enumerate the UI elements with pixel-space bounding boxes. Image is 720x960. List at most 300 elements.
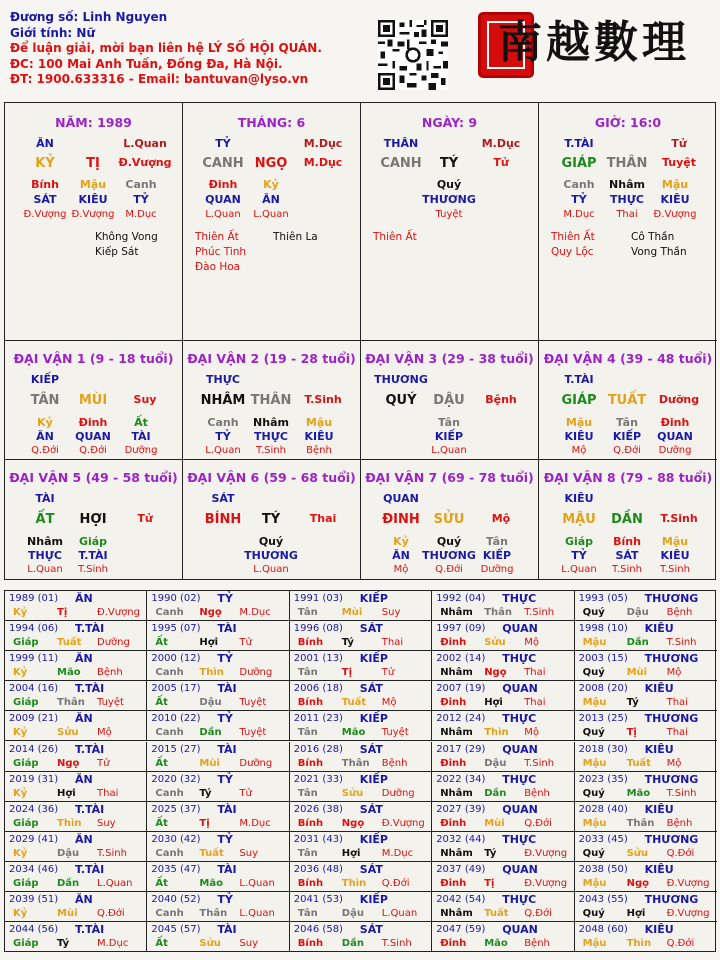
year-god: KIÊU bbox=[644, 923, 674, 937]
heavenly-stem: CANH bbox=[380, 156, 422, 171]
year-cell bbox=[5, 681, 147, 711]
year-label: 2024 (36) bbox=[9, 803, 59, 815]
year-stem: Ất bbox=[155, 817, 168, 829]
pillar-cell bbox=[539, 103, 717, 341]
year-branch: Sửu bbox=[199, 938, 221, 950]
year-god: THƯƠNG bbox=[644, 893, 699, 906]
year-branch: Mùi bbox=[341, 607, 363, 618]
ten-god: THỰC bbox=[254, 430, 288, 443]
dai-van-god: SÁT bbox=[211, 492, 235, 505]
year-life: Suy bbox=[239, 938, 258, 950]
year-branch: Mùi bbox=[199, 757, 220, 769]
year-stem: Kỷ bbox=[13, 607, 28, 618]
pillar-life-top: Tử bbox=[671, 137, 687, 150]
dai-van-cell bbox=[183, 341, 361, 460]
year-life: M.Dục bbox=[239, 817, 271, 829]
year-life: Thai bbox=[524, 697, 546, 709]
year-branch: Tý bbox=[484, 847, 497, 859]
year-life: Tuyệt bbox=[381, 727, 409, 739]
year-life: Dưỡng bbox=[381, 787, 415, 799]
year-cell bbox=[290, 862, 432, 892]
year-cell bbox=[5, 922, 147, 952]
year-life: T.Sinh bbox=[666, 637, 697, 649]
year-branch: Hợi bbox=[341, 847, 361, 859]
dai-van-cell bbox=[361, 341, 539, 460]
year-cell bbox=[5, 651, 147, 681]
dai-van-life: Tử bbox=[137, 512, 153, 525]
year-god: ĂN bbox=[75, 893, 93, 906]
hidden-stem: Nhâm bbox=[253, 416, 289, 429]
hidden-stem: Quý bbox=[258, 535, 284, 548]
year-label: 2048 (60) bbox=[578, 924, 628, 936]
year-life: Mộ bbox=[666, 757, 682, 769]
year-life: Đ.Vượng bbox=[666, 908, 710, 919]
year-stem: Nhâm bbox=[440, 727, 473, 739]
dai-van-god: QUAN bbox=[383, 492, 419, 505]
dai-van-header: ĐẠI VẬN 8 (79 - 88 tuổi) bbox=[543, 470, 713, 485]
year-god: THƯƠNG bbox=[644, 832, 699, 846]
year-cell bbox=[147, 591, 289, 621]
year-branch: Hợi bbox=[199, 637, 219, 649]
year-cell bbox=[5, 711, 147, 741]
year-life: Bệnh bbox=[666, 817, 693, 829]
year-label: 1996 (08) bbox=[293, 623, 343, 635]
year-cell bbox=[147, 651, 289, 681]
year-cell bbox=[5, 591, 147, 621]
year-cell bbox=[432, 621, 574, 651]
dai-van-header: ĐẠI VẬN 4 (39 - 48 tuổi) bbox=[543, 351, 713, 366]
year-god: THƯƠNG bbox=[644, 772, 699, 786]
year-cell bbox=[290, 621, 432, 651]
year-label: 2008 (20) bbox=[578, 683, 628, 695]
year-cell bbox=[290, 892, 432, 922]
year-god: TỶ bbox=[217, 712, 233, 726]
year-stem: Ất bbox=[155, 757, 168, 769]
year-cell bbox=[575, 892, 717, 922]
year-label: 2006 (18) bbox=[293, 683, 343, 695]
hidden-stem: Tân bbox=[616, 416, 638, 429]
year-stem: Kỷ bbox=[13, 908, 28, 919]
star-right: Thiên La bbox=[273, 231, 318, 243]
dai-van-header: ĐẠI VẬN 1 (9 - 18 tuổi) bbox=[13, 351, 174, 366]
year-god: THỰC bbox=[502, 652, 537, 666]
year-label: 2033 (45) bbox=[578, 833, 628, 845]
life-stage: Mộ bbox=[393, 564, 409, 575]
hidden-stem: Quý bbox=[436, 535, 462, 548]
life-stage: Dưỡng bbox=[124, 445, 158, 456]
year-branch: Tuất bbox=[484, 908, 509, 919]
year-label: 2040 (52) bbox=[151, 894, 201, 905]
life-stage: T.Sinh bbox=[660, 564, 690, 575]
life-stage: Đ.Vượng bbox=[23, 209, 67, 220]
pillar-life-top: M.Dục bbox=[303, 137, 343, 150]
year-stem: Giáp bbox=[13, 877, 39, 889]
hidden-stem: Bính bbox=[31, 178, 59, 191]
year-cell bbox=[432, 832, 574, 862]
year-god: T.TÀI bbox=[75, 802, 105, 816]
year-stem: Bính bbox=[297, 817, 324, 829]
year-label: 2009 (21) bbox=[9, 713, 59, 725]
life-stage: Mộ bbox=[571, 445, 587, 456]
year-stem: Giáp bbox=[13, 697, 39, 709]
year-branch: Mão bbox=[57, 667, 81, 679]
earthly-branch: TÝ bbox=[439, 156, 459, 171]
year-stem: Giáp bbox=[13, 757, 39, 769]
earthly-branch: THÂN bbox=[606, 156, 648, 171]
pillar-cell bbox=[5, 103, 183, 341]
heavenly-stem: GIÁP bbox=[561, 156, 597, 171]
year-cell bbox=[5, 802, 147, 832]
year-life: M.Dục bbox=[239, 607, 271, 618]
dai-van-pillar: SỬU bbox=[433, 512, 465, 527]
life-stage: Q.Đới bbox=[435, 564, 463, 575]
year-branch: Tị bbox=[626, 727, 637, 739]
dai-van-god: T.TÀI bbox=[564, 373, 594, 386]
gender-line: Giới tính: Nữ bbox=[10, 25, 95, 40]
year-stem: Kỷ bbox=[13, 727, 28, 739]
year-god: SÁT bbox=[359, 802, 383, 816]
year-branch: Tuất bbox=[199, 847, 224, 859]
year-cell bbox=[290, 772, 432, 802]
year-life: Q.Đới bbox=[381, 877, 410, 889]
year-label: 1994 (06) bbox=[9, 623, 59, 635]
year-stem: Quý bbox=[582, 607, 605, 618]
year-label: 2023 (35) bbox=[578, 773, 628, 785]
year-label: 2028 (40) bbox=[578, 803, 628, 815]
earthly-branch: TỊ bbox=[86, 156, 100, 171]
year-life: Q.Đới bbox=[97, 908, 125, 919]
life-stage: Tuyệt bbox=[435, 209, 463, 220]
year-god: KIẾP bbox=[359, 893, 388, 906]
ten-god: TỶ bbox=[571, 193, 587, 206]
year-stem: Tân bbox=[297, 727, 318, 739]
year-branch: Mùi bbox=[626, 667, 648, 679]
dai-van-pillar: QUÝ bbox=[385, 393, 417, 408]
year-label: 2013 (25) bbox=[578, 713, 628, 725]
year-stem: Ất bbox=[155, 637, 168, 649]
year-life: Thai bbox=[97, 787, 119, 799]
life-stage: L.Quan bbox=[561, 564, 597, 575]
pillar-god: THÂN bbox=[383, 137, 419, 150]
dai-van-header: ĐẠI VẬN 5 (49 - 58 tuổi) bbox=[9, 470, 178, 485]
year-branch: Thân bbox=[484, 607, 512, 618]
year-life: L.Quan bbox=[97, 877, 133, 889]
ten-god: ĂN bbox=[262, 193, 280, 206]
year-branch: Tuất bbox=[57, 637, 82, 649]
year-branch: Thìn bbox=[626, 938, 652, 950]
year-label: 2043 (55) bbox=[578, 894, 628, 905]
yearly-table bbox=[4, 590, 716, 952]
year-cell bbox=[147, 681, 289, 711]
year-label: 1992 (04) bbox=[436, 593, 486, 604]
year-life: Dưỡng bbox=[97, 637, 130, 649]
year-god: KIẾP bbox=[359, 592, 388, 605]
year-god: ĂN bbox=[75, 832, 93, 846]
year-life: T.Sinh bbox=[381, 938, 412, 950]
year-branch: Thìn bbox=[199, 667, 224, 679]
ten-god: TỶ bbox=[133, 193, 149, 206]
year-stem: Quý bbox=[582, 787, 605, 799]
year-label: 2015 (27) bbox=[151, 743, 201, 755]
pillar-life: Tử bbox=[493, 156, 509, 169]
life-stage: Thai bbox=[616, 209, 638, 220]
hidden-stem: Đinh bbox=[208, 178, 238, 191]
year-god: QUAN bbox=[502, 682, 538, 696]
ten-god: KIÊU bbox=[660, 193, 690, 206]
year-god: TÀI bbox=[217, 742, 237, 756]
ten-god: THƯƠNG bbox=[422, 549, 476, 562]
year-label: 2042 (54) bbox=[436, 894, 486, 905]
year-label: 2007 (19) bbox=[436, 683, 486, 695]
year-god: SÁT bbox=[359, 742, 383, 756]
year-life: T.Sinh bbox=[666, 787, 697, 799]
year-label: 1991 (03) bbox=[293, 593, 343, 604]
star-right: Vong Thần bbox=[631, 246, 687, 258]
life-stage: Bệnh bbox=[306, 445, 332, 456]
year-branch: Mão bbox=[199, 877, 223, 889]
year-stem: Tân bbox=[297, 667, 318, 679]
year-stem: Canh bbox=[155, 908, 184, 919]
year-cell bbox=[290, 651, 432, 681]
dai-van-life: Bệnh bbox=[485, 393, 517, 406]
qr-code-icon[interactable] bbox=[378, 20, 448, 90]
year-cell bbox=[290, 681, 432, 711]
year-cell bbox=[575, 772, 717, 802]
year-branch: Dậu bbox=[626, 607, 649, 618]
year-stem: Đinh bbox=[440, 817, 467, 829]
year-stem: Mậu bbox=[582, 877, 607, 889]
year-life: Đ.Vượng bbox=[381, 817, 425, 829]
dai-van-pillar: TÂN bbox=[30, 393, 60, 408]
hidden-stem: Canh bbox=[125, 178, 157, 191]
year-life: Thai bbox=[666, 697, 688, 709]
year-branch: Ngọ bbox=[626, 877, 649, 889]
ten-god: KIÊU bbox=[564, 430, 594, 443]
year-cell bbox=[575, 711, 717, 741]
year-god: KIÊU bbox=[644, 862, 674, 876]
dai-van-pillar: ĐINH bbox=[382, 512, 420, 527]
year-stem: Mậu bbox=[582, 757, 607, 769]
year-branch: Thân bbox=[199, 908, 228, 919]
dai-van-pillar: THÂN bbox=[250, 393, 292, 408]
life-stage: L.Quan bbox=[205, 209, 241, 220]
year-stem: Đinh bbox=[440, 697, 467, 709]
year-life: Đ.Vượng bbox=[524, 877, 568, 889]
pillar-life-top: M.Dục bbox=[481, 137, 521, 150]
year-life: Q.Đới bbox=[524, 908, 552, 919]
year-god: SÁT bbox=[359, 923, 383, 937]
year-god: TÀI bbox=[217, 862, 237, 876]
hidden-stem: Kỷ bbox=[393, 535, 409, 548]
year-cell bbox=[5, 862, 147, 892]
dai-van-god: KIẾP bbox=[30, 373, 60, 386]
year-life: T.Sinh bbox=[524, 757, 555, 769]
ten-god: KIẾP bbox=[612, 430, 642, 443]
year-label: 2012 (24) bbox=[436, 713, 486, 725]
year-life: Đ.Vượng bbox=[97, 607, 140, 618]
year-label: 2032 (44) bbox=[436, 833, 486, 845]
year-label: 2018 (30) bbox=[578, 743, 628, 755]
dai-van-god: THỰC bbox=[206, 373, 240, 386]
year-label: 1993 (05) bbox=[578, 593, 628, 604]
year-label: 2046 (58) bbox=[293, 924, 343, 936]
year-god: TỶ bbox=[217, 893, 233, 906]
life-stage: Đ.Vượng bbox=[71, 209, 115, 220]
year-label: 2030 (42) bbox=[151, 833, 201, 845]
pillar-life: Tuyệt bbox=[661, 156, 696, 169]
year-life: Bệnh bbox=[524, 787, 550, 799]
year-branch: Tị bbox=[199, 817, 210, 829]
dai-van-cell bbox=[183, 460, 361, 579]
year-branch: Tý bbox=[626, 697, 639, 709]
year-cell bbox=[290, 591, 432, 621]
year-cell bbox=[575, 922, 717, 952]
year-god: TỶ bbox=[217, 592, 233, 605]
star-right: Không Vong bbox=[95, 231, 158, 243]
year-god: THƯƠNG bbox=[644, 592, 699, 605]
year-stem: Tân bbox=[297, 908, 318, 919]
year-stem: Canh bbox=[155, 667, 184, 679]
life-stage: L.Quan bbox=[431, 445, 467, 456]
year-god: TỶ bbox=[217, 832, 233, 846]
year-cell bbox=[147, 772, 289, 802]
heavenly-stem: KỶ bbox=[35, 156, 55, 171]
hidden-stem: Kỷ bbox=[263, 178, 279, 191]
year-life: L.Quan bbox=[239, 877, 275, 889]
life-stage: T.Sinh bbox=[78, 564, 108, 575]
brand-title: 南越數理 bbox=[498, 17, 690, 68]
year-god: T.TÀI bbox=[75, 622, 105, 636]
year-cell bbox=[147, 832, 289, 862]
ten-god: KIÊU bbox=[304, 430, 334, 443]
year-branch: Sửu bbox=[341, 787, 364, 799]
year-life: Mộ bbox=[381, 697, 397, 709]
hidden-stem: Nhâm bbox=[27, 535, 63, 548]
year-branch: Ngọ bbox=[484, 667, 507, 679]
year-stem: Nhâm bbox=[440, 667, 473, 679]
life-stage: L.Quan bbox=[253, 564, 289, 575]
year-stem: Canh bbox=[155, 727, 184, 739]
pillar-god: ĂN bbox=[36, 137, 54, 150]
year-stem: Kỷ bbox=[13, 667, 28, 679]
year-branch: Dần bbox=[341, 938, 364, 950]
year-life: T.Sinh bbox=[524, 607, 555, 618]
year-branch: Thìn bbox=[341, 877, 367, 889]
dai-van-pillar: ẤT bbox=[35, 512, 55, 527]
ten-god: THƯƠNG bbox=[244, 549, 298, 562]
year-life: Q.Đới bbox=[666, 847, 695, 859]
year-label: 1997 (09) bbox=[436, 623, 486, 635]
year-stem: Kỷ bbox=[13, 787, 28, 799]
year-label: 2011 (23) bbox=[293, 713, 343, 725]
year-cell bbox=[147, 892, 289, 922]
year-label: 2001 (13) bbox=[293, 653, 343, 665]
year-stem: Ất bbox=[155, 697, 168, 709]
year-branch: Hợi bbox=[626, 908, 646, 919]
year-stem: Canh bbox=[155, 607, 184, 618]
year-branch: Ngọ bbox=[341, 817, 365, 829]
dai-van-pillar: TÝ bbox=[261, 512, 281, 527]
year-stem: Đinh bbox=[440, 637, 467, 649]
year-branch: Thân bbox=[626, 817, 655, 829]
year-cell bbox=[5, 772, 147, 802]
dai-van-life: T.Sinh bbox=[660, 512, 698, 525]
year-label: 1999 (11) bbox=[9, 653, 59, 665]
year-label: 2039 (51) bbox=[9, 894, 59, 905]
year-stem: Giáp bbox=[13, 817, 39, 829]
address-line: ĐC: 100 Mai Anh Tuấn, Đống Đa, Hà Nội. bbox=[10, 56, 283, 71]
hidden-stem: Giáp bbox=[564, 535, 594, 548]
year-branch: Ngọ bbox=[199, 607, 222, 618]
year-label: 2021 (33) bbox=[293, 773, 343, 785]
year-branch: Hợi bbox=[57, 787, 76, 799]
year-stem: Mậu bbox=[582, 938, 607, 950]
year-god: T.TÀI bbox=[75, 862, 105, 876]
year-cell bbox=[147, 922, 289, 952]
star-left: Thiên Ất bbox=[373, 231, 417, 243]
year-life: Tuyệt bbox=[239, 697, 267, 709]
year-cell bbox=[290, 832, 432, 862]
hidden-stem: Đinh bbox=[660, 416, 690, 429]
dai-van-pillar: HỢI bbox=[79, 512, 107, 527]
year-god: ĂN bbox=[75, 772, 93, 786]
dai-van-pillar: MÙI bbox=[78, 393, 108, 408]
hidden-stem: Mậu bbox=[661, 535, 689, 548]
year-cell bbox=[432, 772, 574, 802]
year-label: 1998 (10) bbox=[578, 623, 628, 635]
hidden-stem: Kỷ bbox=[37, 416, 53, 429]
year-stem: Quý bbox=[582, 908, 605, 919]
year-god: QUAN bbox=[502, 923, 538, 937]
year-cell bbox=[432, 591, 574, 621]
year-cell bbox=[147, 862, 289, 892]
year-life: Bệnh bbox=[97, 667, 123, 679]
year-label: 2047 (59) bbox=[436, 924, 486, 936]
dai-van-cell bbox=[539, 460, 717, 579]
year-stem: Đinh bbox=[440, 877, 467, 889]
year-branch: Sửu bbox=[626, 847, 649, 859]
ten-god: TỶ bbox=[571, 549, 587, 562]
year-god: KIÊU bbox=[644, 622, 674, 636]
year-branch: Mão bbox=[626, 787, 651, 799]
year-god: KIẾP bbox=[359, 772, 388, 786]
dai-van-pillar: DẬU bbox=[433, 393, 465, 408]
year-cell bbox=[290, 802, 432, 832]
hidden-stem: Canh bbox=[207, 416, 239, 429]
year-life: Tử bbox=[239, 787, 252, 799]
year-life: Thai bbox=[381, 637, 404, 649]
year-stem: Đinh bbox=[440, 938, 467, 950]
year-cell bbox=[432, 711, 574, 741]
year-label: 2025 (37) bbox=[151, 803, 201, 815]
year-cell bbox=[290, 711, 432, 741]
year-label: 2044 (56) bbox=[9, 924, 59, 936]
life-stage: M.Dục bbox=[563, 209, 595, 220]
year-branch: Thìn bbox=[484, 727, 509, 739]
year-branch: Tý bbox=[57, 938, 70, 950]
pillar-god: T.TÀI bbox=[564, 137, 594, 150]
year-god: TỶ bbox=[217, 652, 233, 666]
year-cell bbox=[575, 742, 717, 772]
year-god: THỰC bbox=[502, 712, 537, 726]
year-cell bbox=[575, 621, 717, 651]
year-branch: Sửu bbox=[57, 727, 79, 739]
year-branch: Mùi bbox=[57, 908, 78, 919]
dai-van-god: TÀI bbox=[35, 492, 55, 505]
star-right: Cô Thần bbox=[631, 231, 675, 243]
year-stem: Nhâm bbox=[440, 908, 473, 919]
year-cell bbox=[575, 832, 717, 862]
